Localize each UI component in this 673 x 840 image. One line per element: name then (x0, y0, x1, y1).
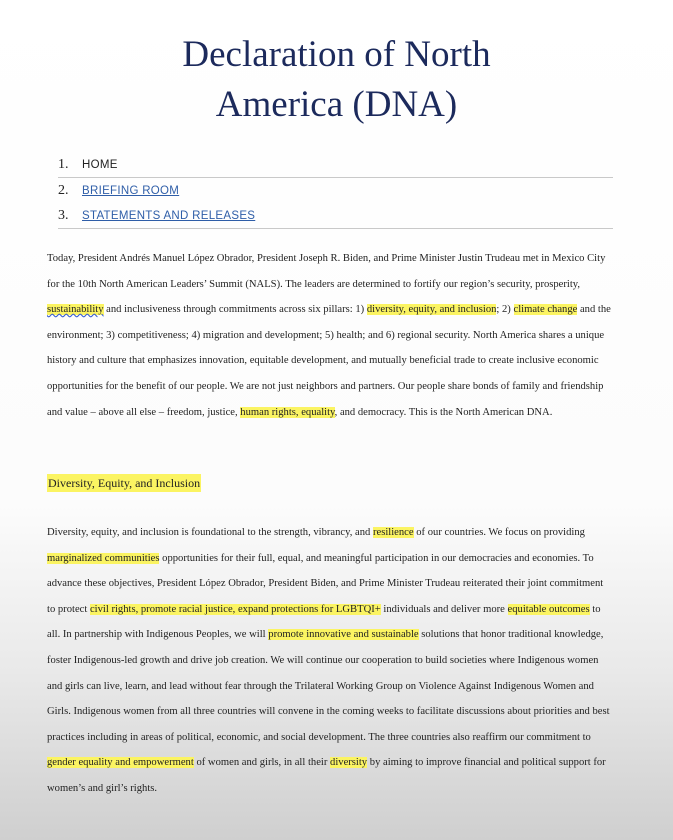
highlight-gender-equality: gender equality and empowerment (47, 757, 194, 769)
section-heading: Diversity, Equity, and Inclusion (48, 476, 201, 490)
body-text: opportunities for their full, equal, and meaningful participation in our democracies and economies. To advance these objectives, President López Obrador, President Biden, and Prime Minister Trudeau reiterated their joint commitment to protect (47, 552, 604, 615)
body-text: of women and girls, in all their (196, 757, 328, 769)
intro-paragraph (47, 246, 612, 425)
title-line-2: America (DNA) (215, 84, 458, 125)
nav-label-home[interactable]: HOME (82, 158, 118, 171)
highlight-diversity: diversity (330, 757, 368, 769)
intro-text: , and democracy. This is the North American DNA. (334, 406, 553, 418)
body-text: by aiming to improve financial and political support for women’s and girl’s rights. (47, 757, 606, 794)
highlight-equitable-outcomes: equitable outcomes (507, 603, 590, 615)
body-text: Diversity, equity, and inclusion is foundational to the strength, vibrancy, and (47, 527, 371, 538)
nav-item-home[interactable] (58, 152, 613, 177)
nav-number: 2. (58, 182, 69, 198)
intro-text: ; 2) (496, 304, 511, 316)
highlight-innovative-sustainable: promote innovative and sustainable (268, 629, 419, 641)
nav-number: 1. (58, 156, 69, 172)
intro-text: and the environment; 3) competitiveness; 4) migration and development; 5) health; and 6) regional security. North America shares a unique history and culture that emphasizes innovation, equitable development, and mutually beneficial trade to create inclusive economic opportunities for the benefit of our people. We are not just neighbors and partners. Our people share bonds of family and friendship and value – above all else – freedom, justice, (47, 304, 611, 418)
body-text: solutions that honor traditional knowledge, foster Indigenous-led growth and drive job creation. We will continue our cooperation to build societies where Indigenous women and girls can live, learn, and lead without fear through the Trilateral Working Group on Violence Against Indigenous Women and Girls. Indigenous women from all three countries will convene in the coming weeks to facilitate discussions about priorities and best practices including in areas of political, economic, and social development. The three countries also reaffirm our commitment to (47, 629, 610, 743)
document-title (0, 30, 673, 130)
nav-link-statements-and-releases[interactable]: STATEMENTS AND RELEASES (82, 209, 256, 222)
nav-item-statements[interactable] (58, 203, 613, 228)
nav-item-briefing-room[interactable] (58, 178, 613, 203)
highlight-climate-change: climate change (513, 304, 578, 316)
highlight-sustainability: sustainability (47, 304, 104, 316)
highlight-human-rights: human rights, equality (240, 406, 335, 418)
body-paragraph (47, 520, 612, 802)
title-line-1: Declaration of North (182, 34, 491, 75)
nav-number: 3. (58, 207, 69, 223)
intro-text: and inclusiveness through commitments across six pillars: 1) (106, 304, 365, 316)
breadcrumb-list (58, 152, 613, 229)
body-text: to all. In partnership with Indigenous Peoples, we will (47, 603, 601, 641)
highlight-dei: diversity, equity, and inclusion (366, 304, 497, 316)
divider (58, 228, 613, 229)
highlight-civil-rights: civil rights, promote racial justice, expand protections for LGBTQI+ (89, 603, 381, 615)
highlight-marginalized-communities: marginalized communities (47, 552, 160, 564)
nav-link-briefing-room[interactable]: BRIEFING ROOM (82, 184, 180, 197)
body-text: of our countries. We focus on providing (416, 527, 585, 538)
body-text: individuals and deliver more (383, 603, 505, 615)
highlight-resilience: resilience (373, 527, 414, 538)
intro-text: Today, President Andrés Manuel López Obrador, President Joseph R. Biden, and Prime Minister Justin Trudeau met in Mexico City for the 10th North American Leaders’ Summit (NALS). The leaders are determined to fortify our region’s security, prosperity, (47, 253, 606, 290)
